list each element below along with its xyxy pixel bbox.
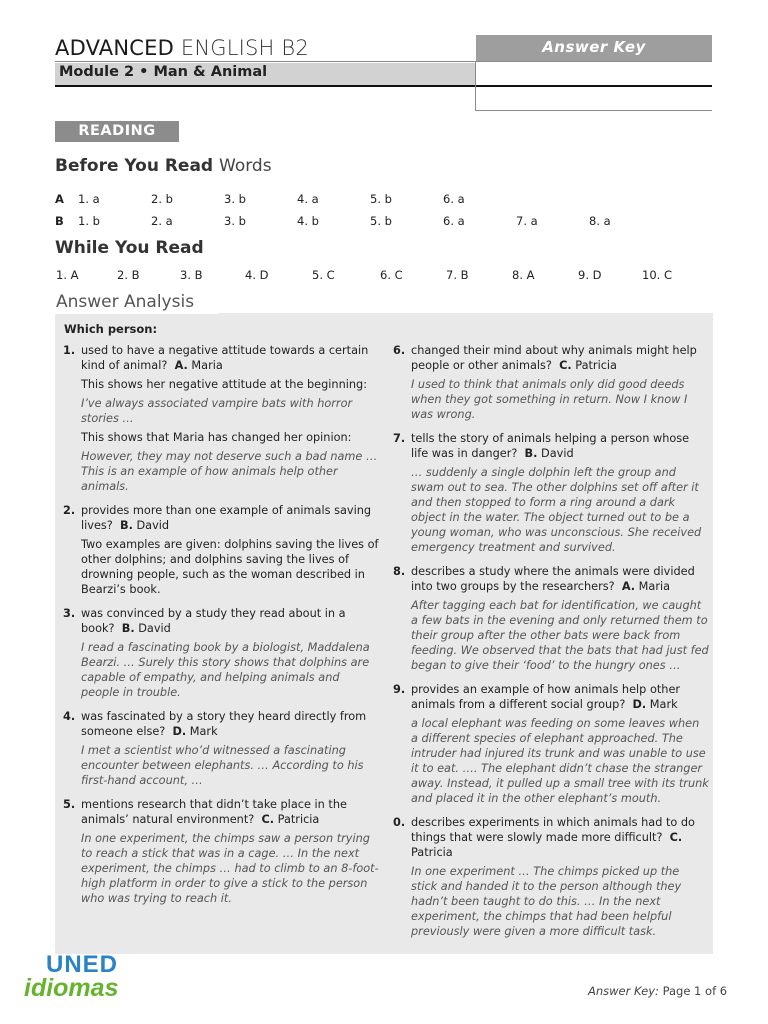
answer-item: 8. A	[512, 268, 535, 282]
item-quote: I read a fascinating book by a biologist, Maddalena Bearzi. … Surely this story shows that dolphins are capable of empathy, and helping animals and people in trouble.	[81, 641, 370, 699]
answer-item: 6. a	[443, 192, 465, 206]
item-answer: C.	[669, 831, 683, 844]
item-question: provides an example of how animals help other animals from a different social group?	[411, 683, 681, 711]
header-divider	[55, 85, 712, 87]
item-answer: C.	[559, 359, 572, 372]
item-quote: … suddenly a single dolphin left the group and swam out to sea. The other dolphins set off after it and then stopped to form a ring around a dark object in the water. The object turned out to be a young woman, who was unconscious. She received emergency treatment and survived.	[411, 466, 702, 554]
row-label: B	[55, 214, 64, 228]
analysis-item	[393, 343, 709, 422]
answer-item: 6. a	[443, 214, 465, 228]
answer-item: 3. b	[224, 214, 246, 228]
while-you-read-answers	[0, 268, 768, 284]
item-note: This shows her negative attitude at the beginning:	[81, 378, 368, 391]
answer-item: 5. C	[312, 268, 335, 282]
document-title	[55, 36, 309, 60]
before-you-read-heading	[55, 156, 272, 176]
item-question: was fascinated by a story they heard directly from someone else?	[81, 710, 367, 738]
item-note: This shows that Maria has changed her opinion:	[81, 431, 352, 444]
answer-item: 8. a	[589, 214, 611, 228]
answer-item: 6. C	[380, 268, 403, 282]
item-person: Mark	[189, 725, 218, 738]
item-quote: However, they may not deserve such a bad name … This is an example of how animals help other animals.	[81, 450, 378, 493]
item-question: changed their mind about why animals might help people or other animals?	[411, 344, 697, 372]
uned-logo: UNED	[46, 951, 119, 978]
answer-item: 3. B	[180, 268, 203, 282]
page-footer	[588, 984, 727, 998]
answer-item: 4. D	[245, 268, 269, 282]
analysis-item	[393, 564, 709, 673]
analysis-item	[393, 815, 709, 939]
item-quote: I met a scientist who’d witnessed a fascinating encounter between elephants. … According to his first-hand account, …	[81, 744, 364, 787]
item-question: describes a study where the animals were divided into two groups by the researchers?	[411, 565, 695, 593]
answer-item: 1. a	[78, 192, 100, 206]
item-answer: A.	[621, 580, 636, 593]
item-number: 7.	[393, 432, 406, 445]
item-quote: In one experiment, the chimps saw a person trying to reach a stick that was in a cage. … In the next experiment, the chimps … had to climb to an 8-foot-high platform in order to give a stick to the person who was trying to reach it.	[81, 832, 379, 905]
item-question: was convinced by a study they read about in a book?	[81, 607, 346, 635]
item-person: Patricia	[575, 359, 617, 372]
item-question: tells the story of animals helping a person whose life was in danger?	[411, 432, 690, 460]
module-label: Module 2	[59, 64, 135, 80]
reading-section-tab: READING	[55, 121, 179, 142]
item-answer: B.	[119, 519, 133, 532]
analysis-item	[393, 682, 709, 806]
analysis-item	[393, 431, 709, 555]
item-person: Patricia	[411, 846, 453, 859]
answer-item: 7. a	[516, 214, 538, 228]
analysis-item	[63, 797, 381, 906]
analysis-right-column	[393, 343, 709, 948]
answer-item: 7. B	[446, 268, 469, 282]
item-answer: B.	[121, 622, 135, 635]
analysis-item	[63, 503, 381, 597]
item-person: David	[138, 622, 171, 635]
answer-key-box-bottom-border	[475, 110, 712, 111]
row-label: A	[55, 192, 64, 206]
answer-item: 2. a	[151, 214, 173, 228]
item-answer: D.	[632, 698, 647, 711]
idiomas-logo: idiomas	[24, 974, 119, 1002]
item-question: mentions research that didn’t take place in the animals’ natural environment?	[81, 798, 347, 826]
answer-item: 5. b	[370, 192, 392, 206]
answer-item: 9. D	[578, 268, 602, 282]
item-number: 0.	[393, 816, 406, 829]
answer-item: 4. b	[297, 214, 319, 228]
title-advanced: ADVANCED	[55, 36, 174, 60]
answer-item: 1. A	[56, 268, 79, 282]
item-person: Patricia	[277, 813, 320, 826]
analysis-item	[63, 606, 381, 700]
item-answer: D.	[172, 725, 187, 738]
title-course: ENGLISH B2	[180, 36, 309, 60]
answer-item: 2. b	[151, 192, 173, 206]
page-number: Page 1 of 6	[662, 984, 728, 998]
answer-item: 5. b	[370, 214, 392, 228]
item-person: David	[541, 447, 574, 460]
item-answer: A.	[174, 359, 188, 372]
answer-row-a	[0, 192, 768, 208]
analysis-item	[63, 709, 381, 788]
answer-item: 1. b	[78, 214, 100, 228]
analysis-item	[63, 343, 381, 494]
item-number: 2.	[63, 504, 76, 517]
answer-row-b	[0, 214, 768, 230]
item-number: 8.	[393, 565, 406, 578]
module-bullet: •	[139, 64, 149, 80]
item-number: 4.	[63, 710, 76, 723]
item-person: Maria	[638, 580, 671, 593]
item-question: describes experiments in which animals had to do things that were slowly made more difficult?	[411, 816, 695, 844]
while-you-read-heading: While You Read	[55, 238, 204, 258]
which-person-label: Which person:	[64, 322, 158, 336]
header-rule	[55, 61, 712, 62]
answer-item: 10. C	[642, 268, 672, 282]
item-number: 1.	[63, 344, 76, 357]
item-answer: B.	[524, 447, 538, 460]
answer-analysis-heading: Answer Analysis	[55, 292, 218, 314]
answer-item: 2. B	[117, 268, 140, 282]
item-question: used to have a negative attitude towards a certain kind of animal?	[81, 344, 369, 372]
item-number: 3.	[63, 607, 76, 620]
item-quote: After tagging each bat for identification, we caught a few bats in the evening and only returned them to their group after the other bats were back from feeding. We observed that the bats that had just fed began to give their ‘food’ to the hungry ones …	[411, 599, 709, 672]
before-you-read-subtitle: Words	[219, 156, 272, 176]
module-title	[59, 64, 267, 80]
footer-label: Answer Key:	[588, 984, 659, 998]
item-answer: C.	[261, 813, 275, 826]
item-question: provides more than one example of animals saving lives?	[81, 504, 372, 532]
item-quote: In one experiment … The chimps picked up the stick and handed it to the person although they hadn’t been taught to do this. … In the next experiment, the chimps that had been helpful previously were given a more difficult task.	[411, 865, 682, 938]
module-topic: Man & Animal	[153, 64, 268, 80]
item-quote: a local elephant was feeding on some leaves when a different species of elephant approached. The intruder had injured its trunk and was unable to use it to eat. …. The elephant didn’t chase the stranger away. Instead, it pulled up a small tree with its trunk and placed it in the other elephant’s mouth.	[411, 717, 709, 805]
answer-item: 3. b	[224, 192, 246, 206]
item-person: Maria	[191, 359, 223, 372]
analysis-left-column	[63, 343, 381, 915]
item-person: Mark	[649, 698, 678, 711]
answer-item: 4. a	[297, 192, 319, 206]
before-you-read-title: Before You Read	[55, 156, 214, 176]
item-number: 9.	[393, 683, 406, 696]
answer-key-box-left-border	[475, 61, 476, 111]
item-quote: I used to think that animals only did good deeds when they got something in return. Now I know I was wrong.	[411, 378, 688, 421]
item-note: Two examples are given: dolphins saving the lives of other dolphins; and dolphins saving the lives of drowning people, such as the woman described in Bearzi’s book.	[81, 538, 379, 596]
answer-key-label: Answer Key	[542, 38, 646, 56]
item-number: 5.	[63, 798, 76, 811]
item-quote: I’ve always associated vampire bats with horror stories …	[81, 397, 353, 425]
item-person: David	[136, 519, 170, 532]
item-number: 6.	[393, 344, 406, 357]
